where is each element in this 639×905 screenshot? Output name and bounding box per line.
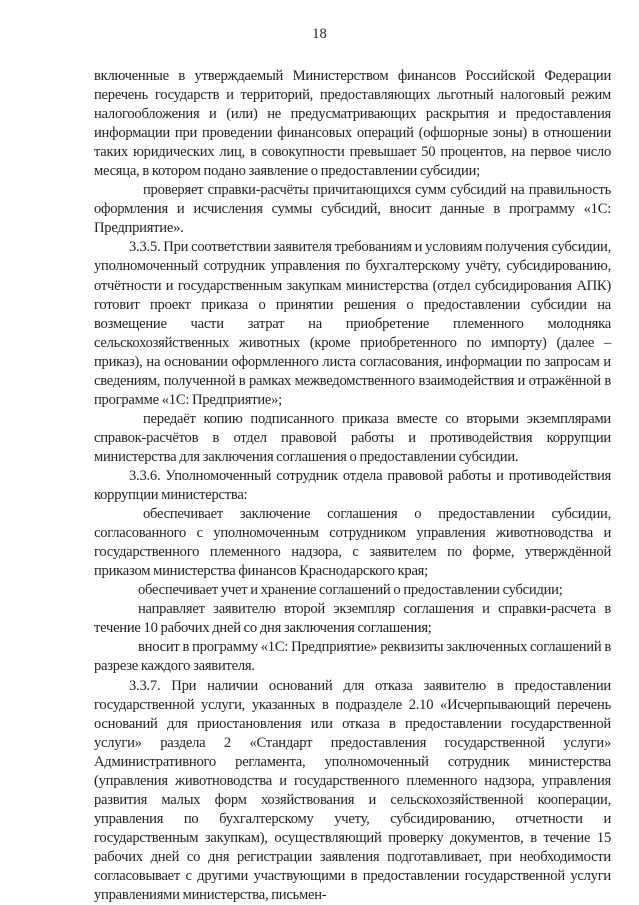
paragraph-enter-requisites: вносит в программу «1С: Предприятие» реквизиты заключенных соглашений в разрезе каждого заявителя. xyxy=(94,639,611,675)
paragraph-send-second-copy: направляет заявителю второй экземпляр соглашения и справки-расчета в течение 10 рабочих дней со дня заключения соглашения; xyxy=(94,601,611,637)
page-number: 18 xyxy=(312,26,327,42)
paragraph-transfer-order-copy: передаёт копию подписанного приказа вместе со вторыми экземплярами справок-расчётов в отдел правовой работы и противодействия коррупции министерства для заключения соглашения о предоставлении субсидии. xyxy=(94,410,611,465)
document-body xyxy=(94,67,611,905)
paragraph-check-calculations: проверяет справки-расчёты причитающихся сумм субсидий на правильность оформления и исчисления суммы субсидий, вносит данные в программу «1С: Предприятие». xyxy=(94,182,611,237)
paragraph-3-3-5: 3.3.5. При соответствии заявителя требованиям и условиям получения субсидии, уполномоченный сотрудник управления по бухгалтерскому учёту, субсидированию, отчётности и государственным закупкам министерства (отдел субсидирования АПК) готовит проект приказа о принятии решения о предоставлении субсидии на возмещение части затрат на приобретение племенного молодняка сельскохозяйственных животных (кроме приобретенного по импорту) (далее – приказ), на основании оформленного листа согласования, информации по запросам и сведениям, полученной в рамках межведомственного взаимодействия и отражённой в программе «1С: Предприятие»; xyxy=(94,239,611,408)
paragraph-3-3-6: 3.3.6. Уполномоченный сотрудник отдела правовой работы и противодействия коррупции министерства: xyxy=(94,467,611,504)
paragraph-store-agreements: обеспечивает учет и хранение соглашений о предоставлении субсидии; xyxy=(138,582,563,599)
paragraph-offshore-criteria: включенные в утверждаемый Министерством финансов Российской Федерации перечень государств и территорий, предоставляющих льготный налоговый режим налогообложения и (или) не предусматривающих раскрытия и предоставления информации при проведении финансовых операций (офшорные зоны) в отношении таких юридических лиц, в совокупности превышает 50 процентов, на первое число месяца, в котором подано заявление о предоставлении субсидии; xyxy=(94,68,611,180)
paragraph-3-3-7: 3.3.7. При наличии оснований для отказа заявителю в предоставлении государственной услуги, указанных в подразделе 2.10 «Исчерпывающий перечень оснований для приостановления или отказа в предоставлении государственной услуги» раздела 2 «Стандарт предоставления государственной услуги» Административного регламента, уполномоченный сотрудник министерства (управления животноводства и государственного племенного надзора, управления развития малых форм хозяйствования и сельскохозяйственной кооперации, управления по бухгалтерскому учету, субсидированию, отчетности и государственным закупкам), осуществляющий проверку документов, в течение 15 рабочих дней со дня регистрации заявления подготавливает, при необходимости согласовывает с другими участвующими в предоставлении государственной услуги управлениями министерства, письмен- xyxy=(94,677,611,904)
paragraph-ensure-agreement: обеспечивает заключение соглашения о предоставлении субсидии, согласованного с уполномоченным сотрудником управления животноводства и государственного племенного надзора, с заявителем по форме, утверждённой приказом министерства финансов Краснодарского края; xyxy=(94,506,611,580)
